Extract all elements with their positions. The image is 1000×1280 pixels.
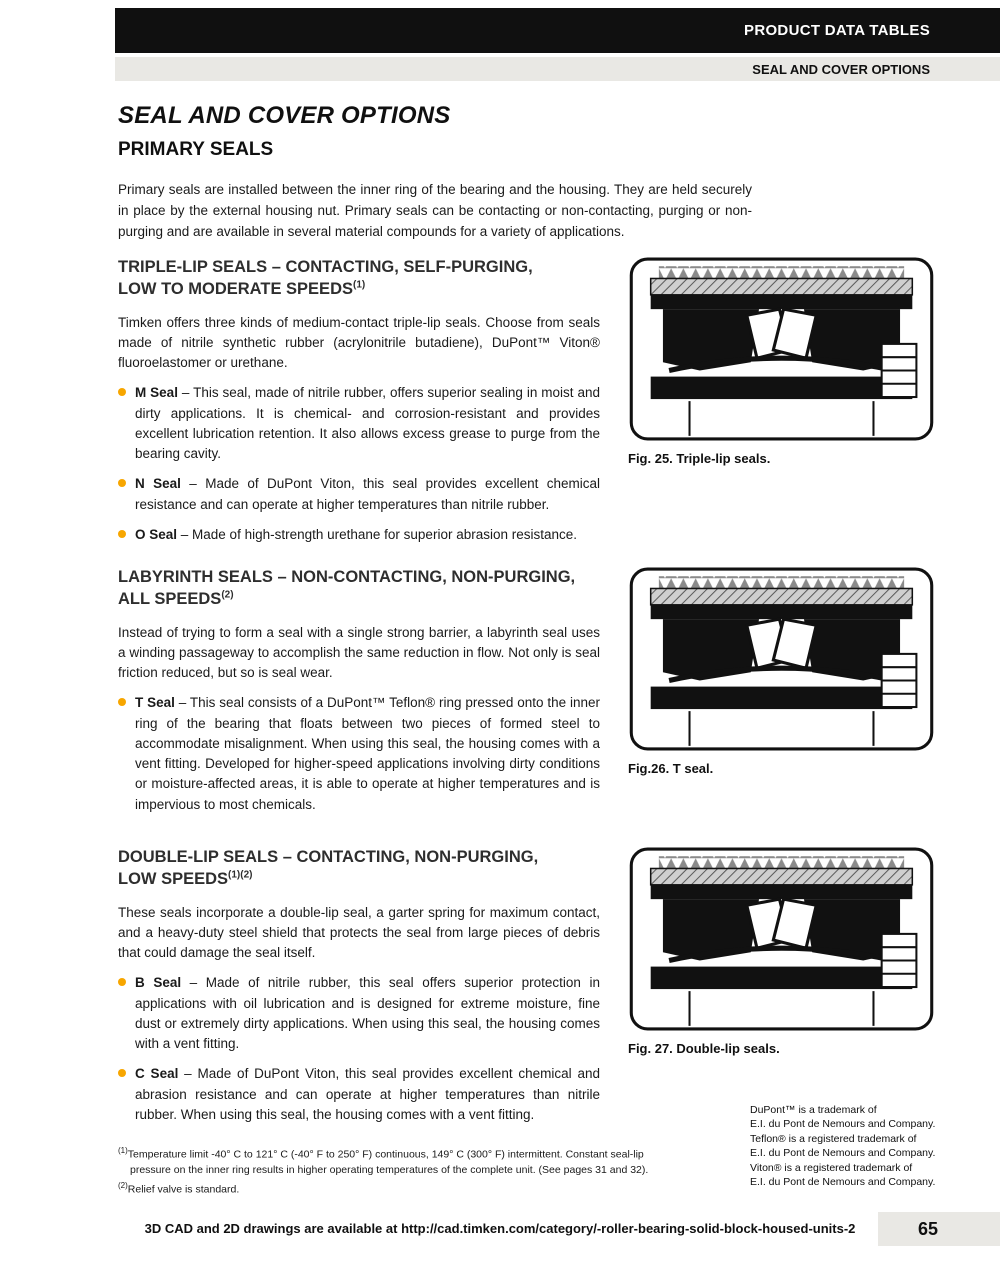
- bearing-cross-section-illustration: [628, 566, 935, 752]
- footer-note: 3D CAD and 2D drawings are available at http://cad.timken.com/category/-roller-bearing-solid-block-housed-units-2: [144, 1221, 856, 1236]
- sub-banner-label: SEAL AND COVER OPTIONS: [752, 61, 930, 77]
- bearing-cross-section-illustration: [628, 256, 935, 442]
- section-body: Timken offers three kinds of medium-contact triple-lip seals. Choose from seals made of nitrile synthetic rubber (acrylonitrile butadiene), DuPont™ Viton® fluoroelastomer or urethane.: [118, 314, 600, 371]
- list-item: [118, 525, 600, 545]
- intro-paragraph: Primary seals are installed between the inner ring of the bearing and the housing. They are held securely in place by the external housing nut. Primary seals can be contacting or non-contacting, purging or non-purging and are available in several material compounds for a variety of applications.: [118, 182, 752, 239]
- footnote-marker: (1)(2): [228, 869, 253, 881]
- sub-banner: [115, 57, 1000, 81]
- footnote: $^{(2)}$Relief valve is standard.: [118, 1180, 240, 1196]
- section-body: Instead of trying to form a seal with a single strong barrier, a labyrinth seal uses a winding passageway to accomplish the same reduction in flow. Not only is seal friction reduced, but so is seal wear.: [118, 624, 600, 681]
- list-item: [118, 1064, 600, 1125]
- bearing-cross-section-illustration: [628, 846, 935, 1032]
- trademark-line: DuPont™ is a trademark of: [750, 1104, 877, 1116]
- section-text-column: [118, 846, 600, 1135]
- figure-caption: Fig. 27. Double-lip seals.: [628, 1041, 780, 1056]
- top-banner: [115, 8, 1000, 53]
- page-footer: [0, 1212, 1000, 1246]
- section-triple-lip-seals: [118, 256, 935, 555]
- figure-triple-lip-seals: [628, 256, 935, 466]
- list-item-text: C Seal – Made of DuPont Viton, this seal provides excellent chemical and abrasion resistance and can operate at higher temperatures than nitrile rubber. When using this seal, the housing comes with a vent fitting.: [135, 1066, 600, 1122]
- footnote-marker: (2): [118, 1180, 128, 1190]
- bullet-icon: [118, 388, 126, 396]
- section-text-column: [118, 566, 600, 825]
- page-subtitle: PRIMARY SEALS: [118, 139, 274, 160]
- footnotes: [118, 1145, 680, 1200]
- list-item: [118, 693, 600, 815]
- section-heading: TRIPLE-LIP SEALS – CONTACTING, SELF-PURGING, LOW TO MODERATE SPEEDS$^{(1)}$: [118, 258, 533, 299]
- section-figure-column: [628, 566, 935, 825]
- figure-caption: Fig.26. T seal.: [628, 761, 714, 776]
- trademark-notes: [750, 1103, 965, 1190]
- bullet-icon: [118, 1069, 126, 1077]
- figure-caption: Fig. 25. Triple-lip seals.: [628, 451, 771, 466]
- top-banner-label: PRODUCT DATA TABLES: [744, 22, 930, 39]
- figure-t-seal: [628, 566, 935, 776]
- page-number: 65: [878, 1212, 1000, 1246]
- list-item-text: O Seal – Made of high-strength urethane for superior abrasion resistance.: [135, 526, 578, 542]
- footnote-marker: (2): [221, 589, 234, 601]
- trademark-line: E.I. du Pont de Nemours and Company.: [750, 1118, 936, 1131]
- trademark-line: E.I. du Pont de Nemours and Company.: [750, 1176, 936, 1189]
- bullet-icon: [118, 698, 126, 706]
- section-heading: DOUBLE-LIP SEALS – CONTACTING, NON-PURGING, LOW $SPEEDS^{(1)(2)}$: [118, 848, 539, 889]
- section-figure-column: [628, 846, 935, 1135]
- footnote: $^{(1)}$Temperature limit -40° C to 121° C (-40° F to 250° F) continuous, 149° C (300° F) intermittent. Constant seal-lip pressure on the inner ring results in higher operating temperatures of the complete unit. (See pages 31 and 32).: [118, 1146, 649, 1176]
- section-body: These seals incorporate a double-lip seal, a garter spring for maximum contact, and a heavy-duty steel shield that protects the seal from large pieces of debris that could damage the seal itself.: [118, 904, 600, 961]
- footnote-marker: (1): [118, 1146, 128, 1155]
- section-heading: LABYRINTH SEALS – NON-CONTACTING, NON-PURGING, ALL SPEEDS$^{(2)}$: [118, 568, 576, 609]
- trademark-line: Viton® is a registered trademark of: [750, 1161, 913, 1174]
- trademark-line: E.I. du Pont de Nemours and Company.: [750, 1147, 936, 1160]
- list-item-text: B Seal – Made of nitrile rubber, this seal offers superior protection in applications with oil lubrication and is designed for extreme moisture, fine dust or extremely dirty applications. When using this seal, the housing comes with a vent fitting.: [135, 975, 600, 1052]
- section-labyrinth-seals: [118, 566, 935, 825]
- list-item: [118, 474, 600, 515]
- list-item: [118, 973, 600, 1054]
- bullet-icon: [118, 479, 126, 487]
- bullet-icon: [118, 978, 126, 986]
- section-double-lip-seals: [118, 846, 935, 1135]
- title-block: [118, 102, 450, 161]
- list-item-text: T Seal – This seal consists of a DuPont™ Teflon® ring pressed onto the inner ring of the bearing that floats between two pieces of formed steel to accommodate misalignment. When using this seal, the housing comes with a vent fitting. Developed for higher-speed applications involving dirty conditions or moisture-affected areas, it is able to operate at higher temperatures and is impervious to most chemicals.: [135, 695, 600, 812]
- list-item: [118, 383, 600, 464]
- footnote-marker: (1): [353, 279, 366, 291]
- page-title: SEAL AND COVER OPTIONS: [118, 102, 451, 129]
- bullet-icon: [118, 530, 126, 538]
- trademark-line: Teflon® is a registered trademark of: [750, 1132, 917, 1145]
- list-item-text: N Seal – Made of DuPont Viton, this seal provides excellent chemical resistance and can operate at higher temperatures than nitrile rubber.: [135, 476, 600, 512]
- section-text-column: [118, 256, 600, 555]
- section-figure-column: [628, 256, 935, 555]
- list-item-text: M Seal – This seal, made of nitrile rubber, offers superior sealing in moist and dirty applications. It is chemical- and corrosion-resistant and provides excellent lubrication retention. It also allows excess grease to purge from the bearing cavity.: [135, 385, 600, 462]
- figure-double-lip-seals: [628, 846, 935, 1056]
